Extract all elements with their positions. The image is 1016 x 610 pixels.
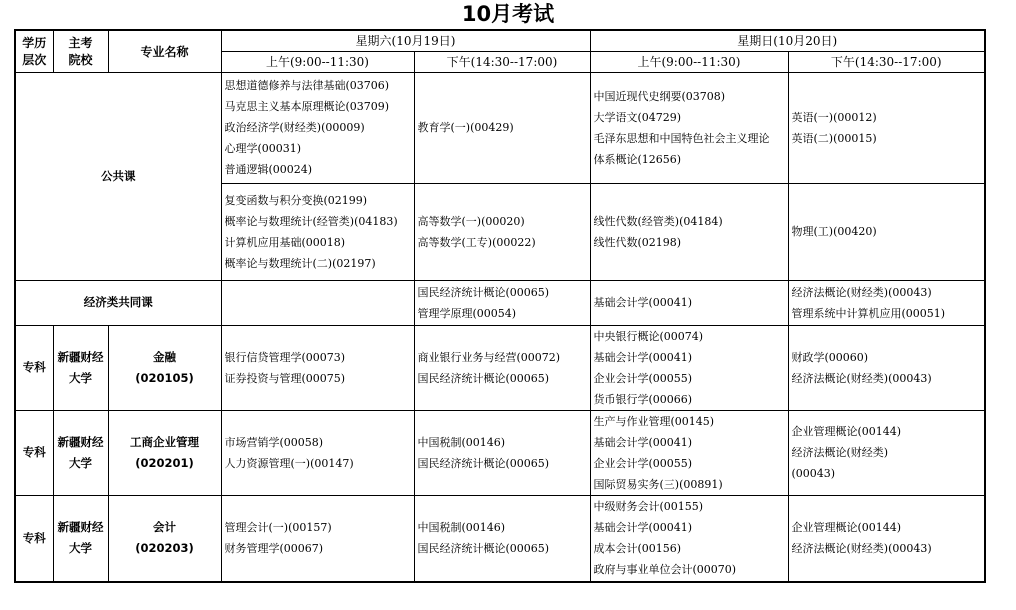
cell-sun-am bbox=[590, 410, 788, 495]
course-item: 英语(一)(00012) bbox=[791, 110, 877, 124]
course-item: 经济法概论(财经类) bbox=[791, 446, 889, 459]
cell-sun-am bbox=[590, 325, 788, 410]
course-item: 线性代数(02198) bbox=[593, 235, 682, 249]
cell-sat-am bbox=[221, 410, 414, 495]
course-item: 概率论与数理统计(经管类)(04183) bbox=[224, 214, 398, 228]
course-item: 经济法概论(财经类)(00043) bbox=[791, 285, 932, 299]
school-line: 新疆财经 bbox=[57, 520, 104, 535]
table-row bbox=[15, 495, 985, 582]
header-level-line: 学历 bbox=[22, 36, 47, 51]
cell-sat-am bbox=[221, 325, 414, 410]
level-cell: 专科 bbox=[15, 495, 53, 582]
course-item: 基础会计学(00041) bbox=[593, 435, 693, 449]
major-code: (020203) bbox=[135, 541, 194, 556]
course-item: 管理学原理(00054) bbox=[417, 306, 517, 320]
header-day-saturday: 星期六(10月19日) bbox=[221, 30, 590, 51]
school-line: 大学 bbox=[69, 455, 92, 470]
course-item: 高等数学(工专)(00022) bbox=[417, 235, 536, 249]
header-sat-am: 上午(9:00--11:30) bbox=[221, 51, 414, 72]
course-item: 国民经济统计概论(00065) bbox=[417, 371, 550, 385]
course-item: 教育学(一)(00429) bbox=[417, 121, 514, 134]
school-line: 新疆财经 bbox=[57, 349, 104, 364]
course-item: 管理会计(一)(00157) bbox=[224, 521, 332, 535]
school-cell bbox=[53, 495, 108, 582]
cell-sat-am bbox=[221, 280, 414, 325]
course-item: 基础会计学(00041) bbox=[593, 296, 693, 309]
table-row bbox=[15, 410, 985, 495]
header-level bbox=[15, 30, 53, 72]
major-name: 金融 bbox=[153, 349, 176, 364]
level-cell: 专科 bbox=[15, 410, 53, 495]
course-item: 体系概论(12656) bbox=[593, 152, 682, 166]
cell-sun-am bbox=[590, 280, 788, 325]
school-cell bbox=[53, 325, 108, 410]
course-item: 线性代数(经管类)(04184) bbox=[593, 214, 723, 228]
header-major: 专业名称 bbox=[108, 30, 221, 72]
course-item: 货币银行学(00066) bbox=[593, 392, 693, 406]
cell-sat-am bbox=[221, 495, 414, 582]
cell-sun-pm bbox=[788, 183, 985, 280]
course-item: 思想道德修养与法律基础(03706) bbox=[224, 79, 390, 92]
cell-sun-pm bbox=[788, 410, 985, 495]
category-public: 公共课 bbox=[15, 72, 221, 280]
major-name: 会计 bbox=[153, 520, 176, 535]
school-cell bbox=[53, 410, 108, 495]
course-item: 企业会计学(00055) bbox=[593, 371, 693, 385]
header-sun-am: 上午(9:00--11:30) bbox=[590, 51, 788, 72]
cell-sun-pm bbox=[788, 325, 985, 410]
major-cell bbox=[108, 410, 221, 495]
course-item: 基础会计学(00041) bbox=[593, 350, 693, 364]
course-item: 大学语文(04729) bbox=[593, 110, 682, 124]
cell-sun-am bbox=[590, 183, 788, 280]
course-item: 高等数学(一)(00020) bbox=[417, 214, 525, 228]
course-item: 银行信贷管理学(00073) bbox=[224, 350, 346, 364]
level-cell: 专科 bbox=[15, 325, 53, 410]
course-item: 马克思主义基本原理概论(03709) bbox=[224, 100, 390, 113]
course-item: 中国税制(00146) bbox=[417, 521, 506, 535]
course-item: 国民经济统计概论(00065) bbox=[417, 456, 550, 470]
course-item: 复变函数与积分变换(02199) bbox=[224, 193, 368, 207]
course-item: 物理(工)(00420) bbox=[791, 225, 877, 238]
school-line: 大学 bbox=[69, 370, 92, 385]
course-item: 成本会计(00156) bbox=[593, 542, 682, 556]
course-item: 经济法概论(财经类)(00043) bbox=[791, 371, 932, 385]
cell-sat-am bbox=[221, 183, 414, 280]
cell-sun-pm bbox=[788, 280, 985, 325]
header-sat-pm: 下午(14:30--17:00) bbox=[414, 51, 590, 72]
category-economics-common: 经济类共同课 bbox=[15, 280, 221, 325]
cell-sun-pm bbox=[788, 495, 985, 582]
course-item: 管理系统中计算机应用(00051) bbox=[791, 306, 946, 320]
header-school-line: 主考 bbox=[68, 36, 93, 51]
course-item: 英语(二)(00015) bbox=[791, 131, 877, 145]
course-item: 国民经济统计概论(00065) bbox=[417, 285, 550, 299]
page-title: 10月考试 bbox=[461, 2, 555, 26]
cell-sat-pm bbox=[414, 325, 590, 410]
course-item: 商业银行业务与经营(00072) bbox=[417, 350, 561, 364]
course-item: 国际贸易实务(三)(00891) bbox=[593, 477, 723, 491]
course-item: 市场营销学(00058) bbox=[224, 435, 324, 449]
cell-sun-am bbox=[590, 495, 788, 582]
table-row bbox=[15, 325, 985, 410]
header-row-1 bbox=[15, 30, 985, 51]
course-item: 心理学(00031) bbox=[224, 142, 302, 155]
course-item: 证券投资与管理(00075) bbox=[224, 371, 346, 385]
cell-sat-pm bbox=[414, 410, 590, 495]
course-item: (00043) bbox=[791, 467, 836, 480]
school-line: 大学 bbox=[69, 541, 92, 556]
course-item: 企业管理概论(00144) bbox=[791, 425, 902, 438]
course-item: 企业会计学(00055) bbox=[593, 456, 693, 470]
header-sun-pm: 下午(14:30--17:00) bbox=[788, 51, 985, 72]
header-day-sunday: 星期日(10月20日) bbox=[590, 30, 985, 51]
course-item: 政治经济学(财经类)(00009) bbox=[224, 121, 365, 134]
course-item: 人力资源管理(一)(00147) bbox=[224, 456, 354, 470]
header-school-line: 院校 bbox=[68, 53, 93, 68]
course-item: 中央银行概论(00074) bbox=[593, 329, 704, 343]
course-item: 中级财务会计(00155) bbox=[593, 500, 704, 514]
course-item: 中国税制(00146) bbox=[417, 435, 506, 449]
cell-sun-pm bbox=[788, 72, 985, 183]
course-item: 毛泽东思想和中国特色社会主义理论 bbox=[593, 131, 770, 145]
header-level-line: 层次 bbox=[22, 53, 47, 68]
header-school bbox=[53, 30, 108, 72]
course-item: 中国近现代史纲要(03708) bbox=[593, 89, 726, 103]
school-line: 新疆财经 bbox=[57, 434, 104, 449]
table-row bbox=[15, 280, 985, 325]
course-item: 财务管理学(00067) bbox=[224, 542, 324, 556]
course-item: 生产与作业管理(00145) bbox=[593, 414, 715, 428]
course-item: 财政学(00060) bbox=[791, 350, 869, 364]
major-code: (020105) bbox=[135, 370, 194, 385]
table-row bbox=[15, 72, 985, 183]
course-item: 政府与事业单位会计(00070) bbox=[593, 563, 737, 577]
major-cell bbox=[108, 495, 221, 582]
course-item: 计算机应用基础(00018) bbox=[224, 235, 346, 249]
course-item: 普通逻辑(00024) bbox=[224, 163, 313, 176]
cell-sat-pm bbox=[414, 183, 590, 280]
cell-sat-pm bbox=[414, 280, 590, 325]
cell-sat-pm bbox=[414, 495, 590, 582]
major-code: (020201) bbox=[135, 455, 194, 470]
cell-sat-am bbox=[221, 72, 414, 183]
course-item: 经济法概论(财经类)(00043) bbox=[791, 542, 932, 556]
course-item: 基础会计学(00041) bbox=[593, 521, 693, 535]
course-item: 国民经济统计概论(00065) bbox=[417, 542, 550, 556]
exam-schedule-table bbox=[14, 29, 986, 583]
cell-sat-pm bbox=[414, 72, 590, 183]
major-name: 工商企业管理 bbox=[130, 434, 199, 449]
course-item: 概率论与数理统计(二)(02197) bbox=[224, 256, 376, 270]
course-item: 企业管理概论(00144) bbox=[791, 521, 902, 535]
cell-sun-am bbox=[590, 72, 788, 183]
major-cell bbox=[108, 325, 221, 410]
